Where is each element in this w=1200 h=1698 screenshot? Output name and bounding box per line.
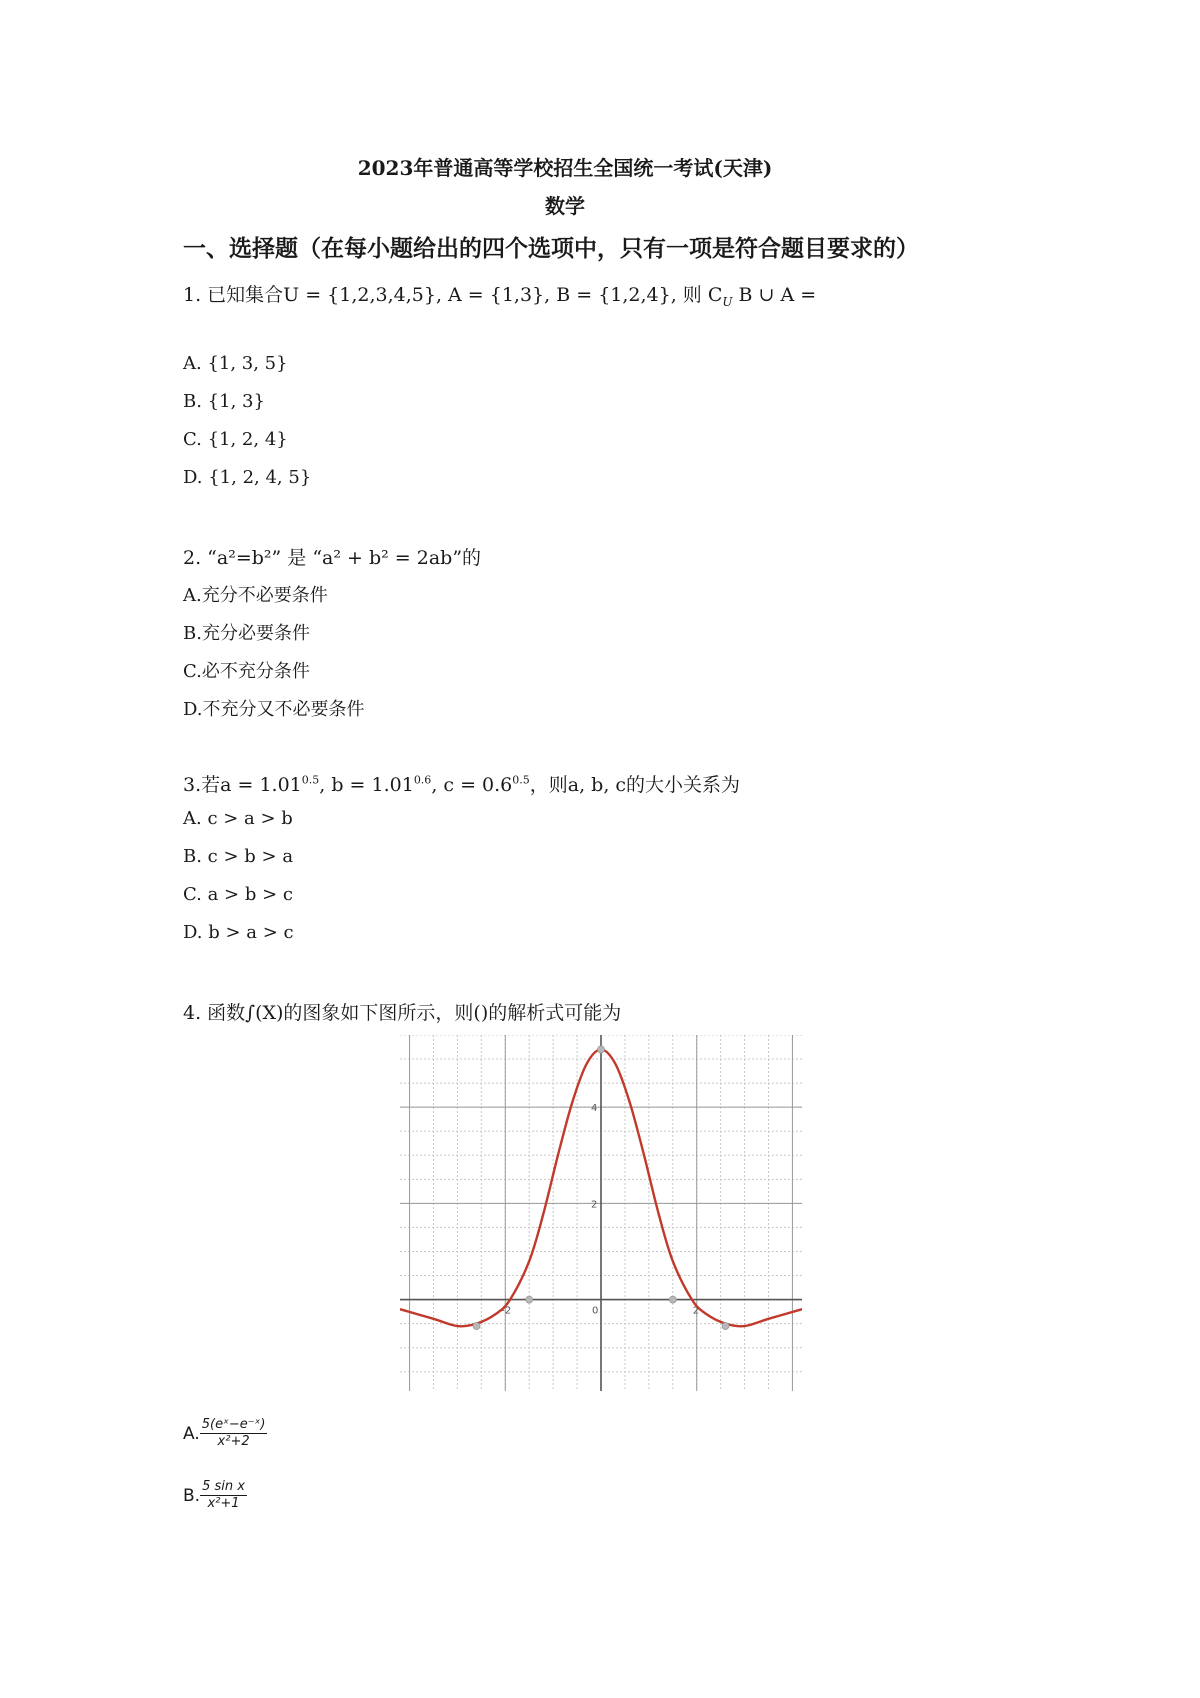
q4-option-b-numerator: 5 sin x (200, 1480, 247, 1496)
q3-option-a: A. c > a > b (183, 808, 293, 829)
q2-option-d: D.不充分又不必要条件 (183, 699, 365, 720)
q1-option-c: C. {1, 2, 4} (183, 429, 288, 450)
marked-point (669, 1296, 676, 1303)
q2-option-a: A.充分不必要条件 (183, 585, 328, 606)
question-2-stem: 2. “a²=b²” 是 “a² + b² = 2ab”的 (183, 547, 482, 569)
question-4-stem: 4. 函数∫(X)的图象如下图所示，则()的解析式可能为 (183, 1002, 622, 1024)
exam-subject: 数学 (545, 194, 585, 218)
q1-option-a: A. {1, 3, 5} (183, 353, 288, 374)
q2-option-c: C.必不充分条件 (183, 661, 310, 682)
marked-point (526, 1296, 533, 1303)
q1-option-d: D. {1, 2, 4, 5} (183, 467, 312, 488)
q3-option-b: B. c > b > a (183, 846, 294, 867)
q2-option-b: B.充分必要条件 (183, 623, 310, 644)
section-heading: 一、选择题（在每小题给出的四个选项中，只有一项是符合题目要求的） (183, 236, 919, 262)
q4-option-b-fraction (200, 1480, 247, 1512)
x-tick-label: 2 (692, 1305, 700, 1317)
q1-subscript: U (722, 294, 733, 309)
q4-option-b (183, 1480, 247, 1512)
q1-stem-text: 1. 已知集合U = {1,2,3,4,5}, A = {1,3}, B = {1,2,4}, 则 C (183, 284, 723, 306)
q3-part-3: , c = 0.6 (431, 774, 513, 796)
q3-part-2: , b = 1.01 (319, 774, 414, 796)
y-tick-label: 4 (591, 1103, 598, 1115)
q3-option-c: C. a > b > c (183, 884, 293, 905)
exam-title: 2023年普通高等学校招生全国统一考试(天津) (357, 156, 773, 180)
q4-option-a-fraction (200, 1418, 268, 1450)
x-tick-label: 0 (592, 1305, 599, 1317)
q3-option-d: D. b > a > c (183, 922, 294, 943)
marked-point (473, 1323, 480, 1330)
q3-exp-2: 0.6 (413, 773, 432, 787)
q1-stem-tail: B ∪ A = (738, 284, 817, 306)
q4-option-a-numerator: 5(eˣ−e⁻ˣ) (200, 1418, 268, 1434)
x-tick-label: -2 (501, 1305, 512, 1317)
q3-exp-3: 0.5 (512, 773, 530, 787)
q3-part-4: ，则a, b, c的大小关系为 (529, 774, 741, 796)
q4-option-a-denominator: x²+2 (217, 1434, 250, 1450)
q3-exp-1: 0.5 (301, 773, 320, 787)
q3-part-1: 3.若a = 1.01 (183, 774, 302, 796)
function-graph (400, 1035, 802, 1391)
question-1-stem (183, 280, 816, 309)
y-tick-label: 2 (591, 1199, 598, 1211)
marked-point (722, 1323, 729, 1330)
q4-option-b-denominator: x²+1 (207, 1496, 240, 1512)
question-3-stem (183, 770, 740, 797)
marked-point (598, 1046, 605, 1053)
q4-option-a-label: A. (183, 1423, 200, 1444)
q4-option-b-label: B. (183, 1485, 201, 1506)
q1-option-b: B. {1, 3} (183, 391, 265, 412)
q4-option-a (183, 1418, 267, 1450)
